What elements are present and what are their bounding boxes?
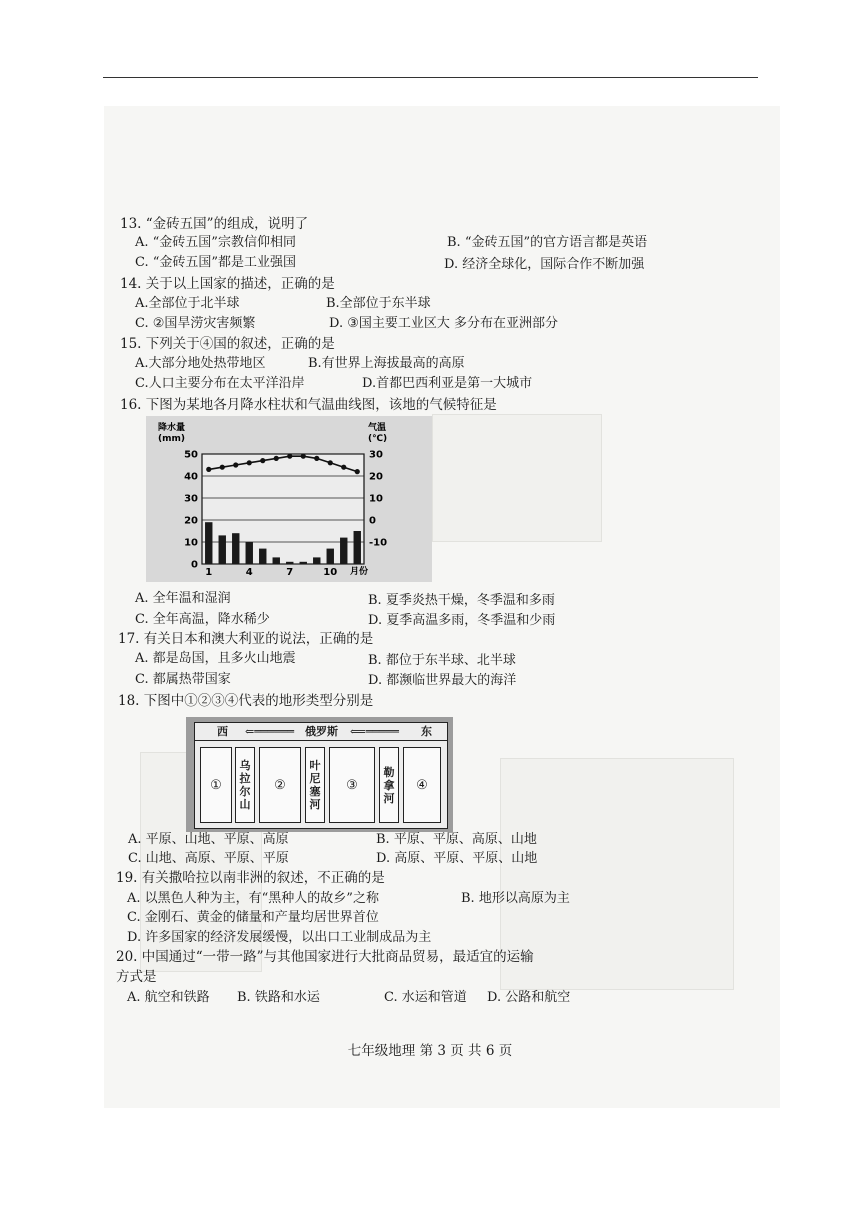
chart-plot-area <box>202 454 364 564</box>
q20-option-a: A. 航空和铁路 <box>127 990 210 1005</box>
q16-option-d: D. 夏季高温多雨，冬季温和少雨 <box>368 613 556 628</box>
q17-option-c: C. 都属热带国家 <box>135 672 231 687</box>
q19-stem: 19. 有关撒哈拉以南非洲的叙述，不正确的是 <box>116 870 385 886</box>
x-tick-label: 4 <box>245 567 253 578</box>
temperature-point <box>233 462 238 467</box>
ural-mountains-label: 乌拉尔山 <box>235 747 255 823</box>
q17-option-a: A. 都是岛国，且多火山地震 <box>135 651 296 666</box>
q14-option-b: B.全部位于东半球 <box>326 296 431 311</box>
q19-option-c: C. 金刚石、黄金的储量和产量均居世界首位 <box>127 910 379 925</box>
q15-option-a: A.大部分地处热带地区 <box>135 356 266 371</box>
chart-right-label: 气温 <box>368 423 387 433</box>
precipitation-bar <box>340 538 347 564</box>
chart-x-label: 月份 <box>350 567 369 577</box>
temperature-point <box>287 454 292 459</box>
q15-stem: 15. 下列关于④国的叙述，正确的是 <box>120 336 335 352</box>
q13-option-b: B. “金砖五国”的官方语言都是英语 <box>447 235 648 250</box>
x-tick-label: 7 <box>286 567 294 578</box>
q16-option-b: B. 夏季炎热干燥，冬季温和多雨 <box>368 593 555 608</box>
q14-option-c: C. ②国旱涝灾害频繁 <box>135 316 256 331</box>
right-tick-label: 0 <box>369 515 376 527</box>
precipitation-bar <box>327 549 334 564</box>
right-tick-label: -10 <box>369 537 388 549</box>
chart-marks <box>184 450 387 579</box>
q17-stem: 17. 有关日本和澳大利亚的说法，正确的是 <box>118 631 374 647</box>
q20-option-b: B. 铁路和水运 <box>237 990 320 1005</box>
temperature-point <box>314 456 319 461</box>
page-footer: 七年级地理 第 3 页 共 6 页 <box>347 1043 513 1059</box>
precipitation-bar <box>354 531 361 564</box>
q20-stem: 20. 中国通过“一带一路”与其他国家进行大批商品贸易，最适宜的运输 <box>116 949 534 965</box>
q19-option-a: A. 以黑色人种为主，有“黑种人的故乡”之称 <box>127 891 379 906</box>
q14-option-a: A.全部位于北半球 <box>135 296 240 311</box>
temperature-point <box>328 460 333 465</box>
q18-option-c: C. 山地、高原、平原、平原 <box>128 851 289 866</box>
q13-option-a: A. “金砖五国”宗教信仰相同 <box>135 235 296 250</box>
x-tick-label: 1 <box>205 567 213 578</box>
region-3: ③ <box>329 747 375 823</box>
q20-option-d: D. 公路和航空 <box>487 990 571 1005</box>
yenisei-river-label: 叶尼塞河 <box>305 747 325 823</box>
q14-stem: 14. 关于以上国家的描述，正确的是 <box>120 276 335 292</box>
q16-stem: 16. 下图为某地各月降水柱状和气温曲线图，该地的气候特征是 <box>120 397 497 413</box>
region-1: ① <box>200 747 232 823</box>
temperature-point <box>260 458 265 463</box>
q19-option-b: B. 地形以高原为主 <box>461 891 570 906</box>
temperature-point <box>220 465 225 470</box>
left-tick-label: 40 <box>184 471 198 483</box>
precipitation-bar <box>246 542 253 564</box>
temperature-point <box>206 467 211 472</box>
precipitation-bar <box>286 562 293 564</box>
q19-option-d: D. 许多国家的经济发展缓慢，以出口工业制成品为主 <box>127 930 432 945</box>
region-4: ④ <box>403 747 441 823</box>
climate-chart <box>146 416 432 582</box>
chart-left-label: 降水量 <box>158 423 186 433</box>
west-arrow-icon: ⇐══════ <box>245 725 294 738</box>
x-tick-label: 10 <box>323 567 338 578</box>
east-label: 东 <box>421 725 432 738</box>
chart-left-unit: (mm) <box>158 434 185 444</box>
landform-diagram <box>186 717 453 832</box>
q13-stem: 13. “金砖五国”的组成，说明了 <box>120 216 309 232</box>
precipitation-bar <box>205 522 212 564</box>
precipitation-bar <box>313 557 320 564</box>
q17-option-d: D. 都濒临世界最大的海洋 <box>368 673 517 688</box>
q20-option-c: C. 水运和管道 <box>384 990 467 1005</box>
bleed-through-map-lower <box>500 758 734 990</box>
q13-option-c: C. “金砖五国”都是工业强国 <box>135 255 297 270</box>
q13-option-d: D. 经济全球化，国际合作不断加强 <box>444 257 645 272</box>
chart-right-unit: (℃) <box>368 434 388 444</box>
climate-chart-svg <box>146 416 432 582</box>
q18-option-a: A. 平原、山地、平原、高原 <box>128 832 289 847</box>
q17-option-b: B. 都位于东半球、北半球 <box>368 653 516 668</box>
west-label: 西 <box>217 725 228 738</box>
east-arrow-icon: ⟸═════ <box>350 725 399 738</box>
temperature-point <box>355 469 360 474</box>
header-rule <box>103 77 758 78</box>
country-label: 俄罗斯 <box>305 725 338 738</box>
q18-option-b: B. 平原、平原、高原、山地 <box>376 832 537 847</box>
precipitation-bar <box>273 557 280 564</box>
q18-option-d: D. 高原、平原、平原、山地 <box>376 851 538 866</box>
right-tick-label: 10 <box>369 493 383 505</box>
direction-bar <box>195 723 447 741</box>
temperature-point <box>341 465 346 470</box>
precipitation-bar <box>232 533 239 564</box>
q14-option-d: D. ③国主要工业区大 多分布在亚洲部分 <box>329 316 559 331</box>
right-tick-label: 30 <box>369 449 383 461</box>
q18-stem: 18. 下图中①②③④代表的地形类型分别是 <box>118 693 374 709</box>
precipitation-bar <box>259 549 266 564</box>
left-tick-label: 30 <box>184 493 198 505</box>
temperature-point <box>247 460 252 465</box>
q15-option-b: B.有世界上海拔最高的高原 <box>308 356 465 371</box>
q16-option-a: A. 全年温和湿润 <box>135 591 231 606</box>
left-tick-label: 10 <box>184 537 198 549</box>
right-tick-label: 20 <box>369 471 383 483</box>
q20-stem-continued: 方式是 <box>116 969 157 985</box>
left-tick-label: 20 <box>184 515 198 527</box>
bleed-through-map <box>432 414 602 542</box>
precipitation-bar <box>300 562 307 564</box>
precipitation-bar <box>219 535 226 564</box>
left-tick-label: 0 <box>191 559 198 571</box>
q15-option-c: C.人口主要分布在太平洋沿岸 <box>135 376 305 391</box>
temperature-point <box>274 456 279 461</box>
lena-river-label: 勒拿河 <box>379 747 399 823</box>
temperature-point <box>301 454 306 459</box>
left-tick-label: 50 <box>184 449 198 461</box>
q16-option-c: C. 全年高温，降水稀少 <box>135 612 270 627</box>
q15-option-d: D.首都巴西利亚是第一大城市 <box>362 376 533 391</box>
region-2: ② <box>259 747 301 823</box>
